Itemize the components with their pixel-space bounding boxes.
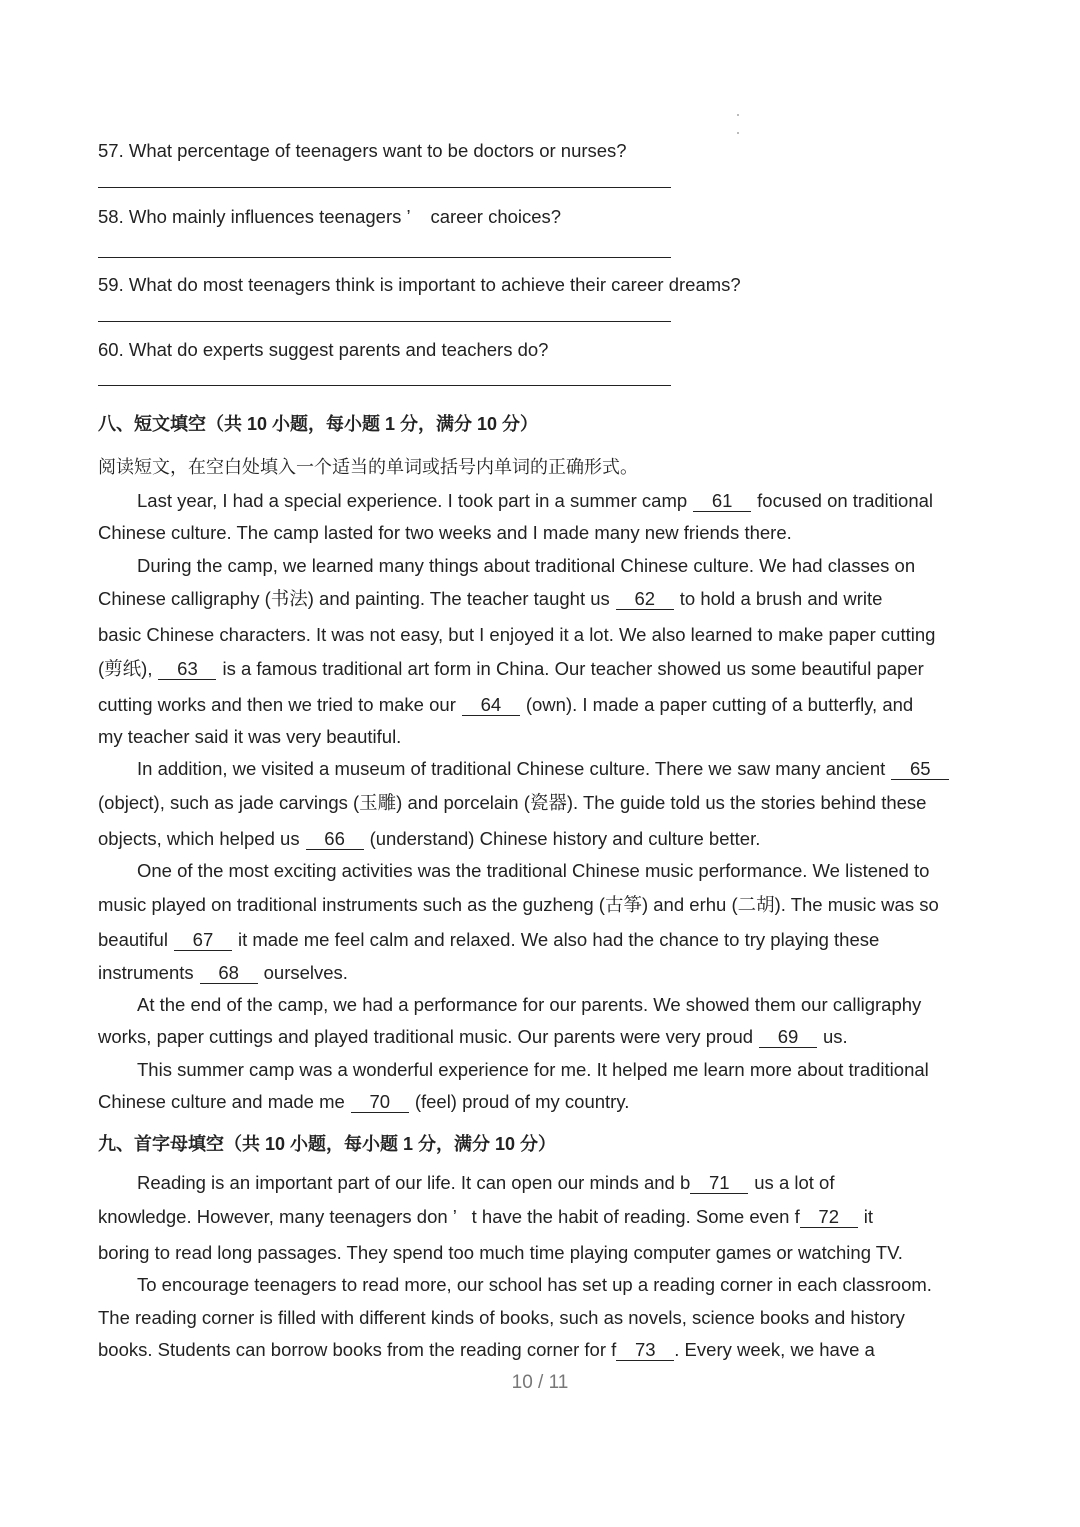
answer-line-57 <box>98 187 671 188</box>
line-text: objects, which helped us <box>98 828 300 849</box>
blank-69[interactable]: 69 <box>759 1027 817 1048</box>
passage-line: At the end of the camp, we had a performance for our parents. We showed them our calligraphy <box>137 994 922 1015</box>
section-8-heading: 八、短文填空（共 10 小题，每小题 1 分，满分 10 分） <box>98 414 539 434</box>
blank-63[interactable]: 63 <box>158 659 216 680</box>
answer-line-58 <box>98 257 671 258</box>
passage-line <box>98 1025 848 1049</box>
passage-line <box>137 757 955 781</box>
line-text: Reading is an important part of our life. It can open our minds and b <box>137 1172 691 1193</box>
line-text: focused on traditional <box>757 490 934 511</box>
passage-line <box>98 587 882 611</box>
line-text: Chinese culture and made me <box>98 1091 345 1112</box>
line-text: to hold a brush and write <box>679 588 883 609</box>
passage-line <box>137 1171 834 1195</box>
passage-line: One of the most exciting activities was the traditional Chinese music performance. We listened to <box>137 860 930 881</box>
line-text: In addition, we visited a museum of traditional Chinese culture. There we saw many ancient <box>137 758 886 779</box>
passage-line <box>98 1338 875 1362</box>
line-text: (own). I made a paper cutting of a butterfly, and <box>525 694 914 715</box>
passage-line: (object), such as jade carvings (玉雕) and porcelain (瓷器). The guide told us the stories behind these <box>98 792 927 813</box>
line-text: (剪纸), <box>98 658 153 679</box>
scan-speck <box>737 114 739 116</box>
passage-line <box>98 1090 629 1114</box>
line-text: ourselves. <box>263 962 348 983</box>
passage-line <box>98 693 913 717</box>
line-text: is a famous traditional art form in China. Our teacher showed us some beautiful paper <box>222 658 924 679</box>
passage-line: my teacher said it was very beautiful. <box>98 726 402 747</box>
blank-65[interactable]: 65 <box>891 759 949 780</box>
line-text: (feel) proud of my country. <box>414 1091 630 1112</box>
line-text: knowledge. However, many teenagers don ’ t have the habit of reading. Some even f <box>98 1206 800 1227</box>
line-text: beautiful <box>98 929 168 950</box>
line-text: us. <box>823 1026 848 1047</box>
passage-line <box>98 657 924 681</box>
answer-line-59 <box>98 321 671 322</box>
blank-68[interactable]: 68 <box>200 963 258 984</box>
line-text: cutting works and then we tried to make our <box>98 694 456 715</box>
question-57: 57. What percentage of teenagers want to be doctors or nurses? <box>98 140 627 161</box>
blank-61[interactable]: 61 <box>693 491 751 512</box>
line-text: Chinese calligraphy (书法) and painting. The teacher taught us <box>98 588 610 609</box>
answer-line-60 <box>98 385 671 386</box>
line-text: Last year, I had a special experience. I took part in a summer camp <box>137 490 688 511</box>
passage-line <box>98 827 760 851</box>
section-9-heading: 九、首字母填空（共 10 小题，每小题 1 分，满分 10 分） <box>98 1134 557 1154</box>
passage-line <box>98 928 879 952</box>
passage-line: Chinese culture. The camp lasted for two weeks and I made many new friends there. <box>98 522 792 543</box>
blank-62[interactable]: 62 <box>616 589 674 610</box>
passage-line: To encourage teenagers to read more, our school has set up a reading corner in each classroom. <box>137 1274 932 1295</box>
passage-line <box>137 489 933 513</box>
line-text: books. Students can borrow books from the reading corner for f <box>98 1339 617 1360</box>
passage-line: boring to read long passages. They spend too much time playing computer games or watching TV. <box>98 1242 903 1263</box>
passage-line <box>98 1205 873 1229</box>
blank-66[interactable]: 66 <box>306 829 364 850</box>
passage-line <box>98 961 348 985</box>
passage-line: During the camp, we learned many things about traditional Chinese culture. We had classes on <box>137 555 916 576</box>
passage-line: This summer camp was a wonderful experience for me. It helped me learn more about traditional <box>137 1059 929 1080</box>
section-8-instruction: 阅读短文，在空白处填入一个适当的单词或括号内单词的正确形式。 <box>98 457 638 477</box>
line-text: . Every week, we have a <box>674 1339 875 1360</box>
line-text: it made me feel calm and relaxed. We also had the chance to try playing these <box>237 929 880 950</box>
blank-64[interactable]: 64 <box>462 695 520 716</box>
scan-speck <box>737 132 739 134</box>
question-59: 59. What do most teenagers think is important to achieve their career dreams? <box>98 274 741 295</box>
blank-73[interactable]: 73 <box>616 1340 674 1361</box>
blank-71[interactable]: 71 <box>690 1173 748 1194</box>
blank-70[interactable]: 70 <box>351 1092 409 1113</box>
question-58: 58. Who mainly influences teenagers ’ career choices? <box>98 206 562 227</box>
blank-67[interactable]: 67 <box>174 930 232 951</box>
line-text: works, paper cuttings and played traditional music. Our parents were very proud <box>98 1026 754 1047</box>
page-number: 10 / 11 <box>511 1372 569 1393</box>
question-60: 60. What do experts suggest parents and teachers do? <box>98 339 549 360</box>
line-text: (understand) Chinese history and culture better. <box>369 828 761 849</box>
blank-72[interactable]: 72 <box>800 1207 858 1228</box>
line-text: us a lot of <box>754 1172 835 1193</box>
line-text: instruments <box>98 962 194 983</box>
passage-line: music played on traditional instruments such as the guzheng (古筝) and erhu (二胡). The music was so <box>98 894 939 915</box>
passage-line: The reading corner is filled with different kinds of books, such as novels, science books and history <box>98 1307 905 1328</box>
passage-line: basic Chinese characters. It was not easy, but I enjoyed it a lot. We also learned to make paper cutting <box>98 624 936 645</box>
line-text: it <box>863 1206 873 1227</box>
